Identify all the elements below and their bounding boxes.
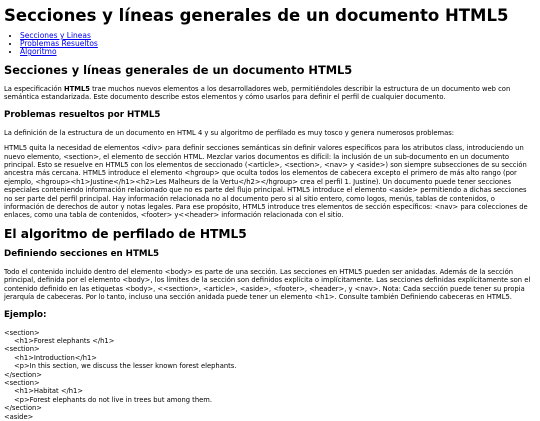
toc-item [20,32,540,40]
toc-link-secciones[interactable]: Secciones y Lineas [20,31,91,40]
section-heading-secciones: Secciones y líneas generales de un documento HTML5 [4,63,353,77]
code-line: <p>In this section, we discuss the lesser known forest elephants. [14,362,237,371]
code-line: </section> [4,370,42,379]
table-of-contents [4,32,540,56]
definiendo-paragraph: Todo el contenido incluido dentro del elemento <body> es parte de una sección. Las secciones en HTML5 pueden ser anidadas. Además de la sección principal, definida por el elemento <body>, los límites de la sección son definidos explícita o implícitamente. Las secciones definidas explícitamente son el contenido definido en las etiquetas <body>, <<section>, <article>, <aside>, <footer>, <header>, y <nav>. Nota: Cada sección puede tener su propia jerarquía de cabeceras. Por lo tanto, incluso una sección anidada puede tener un elemento <h1>. Consulte también Definiendo cabeceras en HTML5. [4,267,531,302]
intro-paragraph [4,85,534,102]
subheading-definiendo-secciones: Definiendo secciones en HTML5 [4,248,160,259]
code-line: <aside> [4,412,34,421]
page-title: Secciones y líneas generales de un documento HTML5 [4,6,509,25]
intro-bold-html5: HTML5 [63,85,90,93]
code-line: <section> [4,328,40,337]
toc-item [20,40,540,48]
code-line: <section> [4,345,40,354]
code-example [4,329,540,421]
problemas-detail-paragraph: HTML5 quita la necesidad de elementos <div> para definir secciones semánticas sin definir valores específicos para los atributos class, introduciendo un nuevo elemento, <section>, el elemento de sección HTML. Mezclar varios documentos es difícil: la inclusión de un sub-documento en un documento principal. Esto se resuelve en HTML5 con los elementos de seccionado (<article>, <section>, <nav> y <aside>) son siempre subsecciones de su sección ancestra más cercana. HTML5 introduce el elemento <hgroup> que oculta todos los elementos de cabecera excepto el primero de más alto rango (por ejemplo, <hgroup><h1>Justine</h1><h2>Les Malheurs de la Vertu</h2></hgroup> crea el perfil 1. Justine). Un documento puede tener secciones especiales conteniendo información relacionado que no es parte del flujo principal. HTML5 introduce el elemento <aside> permitiendo a dichas secciones no ser parte del perfil principal. Hay información relacionada no al documento pero si al sitio entero, como logos, menús, tablas de contenidos, o información de derechos de autor y notas legales. Para ese propósito, HTML5 introduce tres elementos de sección específicos: <nav> para colecciones de enlaces, como una tabla de contenidos, <footer> y<<header> información relacionada con el sitio. [4,144,528,220]
code-line: <p>Forest elephants do not live in trees but among them. [14,395,212,404]
code-line: <section> [4,378,40,387]
code-line: <h1>Introduction</h1> [14,353,97,362]
example-heading: Ejemplo: [4,309,47,320]
toc-item [20,48,540,56]
toc-link-problemas[interactable]: Problemas Resueltos [20,39,98,48]
problemas-intro-paragraph: La definición de la estructura de un documento en HTML 4 y su algoritmo de perfilado es muy tosco y genera numerosos problemas: [4,128,455,137]
intro-text-end: trae muchos nuevos elementos a los desarrolladores web, permitiéndoles describir la estructura de un documento web con semántica estandarizada. Este documento describe estos elementos y cómo usarlos para definir el perfil de cualquier documento. [4,85,511,102]
section-heading-problemas: Problemas resueltos por HTML5 [4,109,161,120]
code-line: </section> [4,404,42,413]
code-line: <h1>Forest elephants </h1> [14,336,115,345]
section-heading-algoritmo: El algoritmo de perfilado de HTML5 [4,226,247,241]
intro-text-start: La especificación [4,85,64,93]
toc-link-algoritmo[interactable]: Algoritmo [20,47,57,56]
code-line: <h1>Habitat </h1> [14,387,83,396]
